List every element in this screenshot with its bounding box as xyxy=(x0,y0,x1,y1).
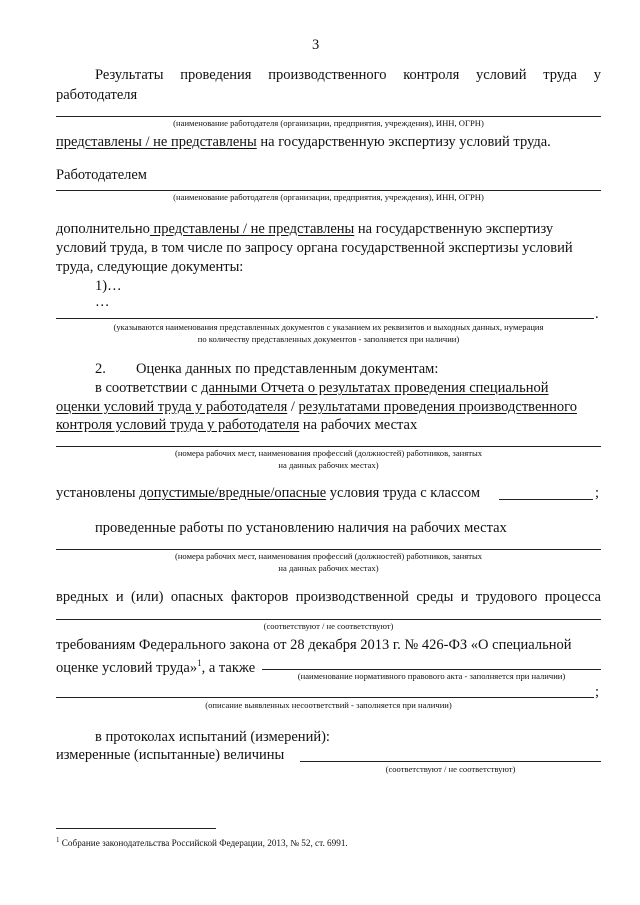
footnote xyxy=(56,835,348,849)
employer-fill-line-1 xyxy=(56,116,601,117)
nonconformity-caption: (описание выявленных несоответствий - заполняется при наличии) xyxy=(205,700,452,710)
documents-fill-line xyxy=(56,318,594,319)
p2-line-3: труда, следующие документы: xyxy=(56,259,244,275)
employer-caption-1: (наименование работодателя (организации, предприятия, учреждения), ИНН, ОГРН) xyxy=(173,118,484,128)
p1-line-2: работодателя xyxy=(56,87,138,103)
s2-line-3: контроля условий труда у работодателя на рабочих местах xyxy=(56,417,418,433)
footnote-text: Собрание законодательства Российской Федерации, 2013, № 52, ст. 6991. xyxy=(59,838,348,849)
workplaces-fill-line-1 xyxy=(56,446,601,447)
normative-act-fill-line xyxy=(262,669,601,670)
documents-caption-l1: (указываются наименования представленных документов с указанием их реквизитов и выходных данных, нумерация xyxy=(113,322,544,332)
factors-line: вредных и (или) опасных факторов производственной среды и трудового процесса xyxy=(56,589,601,605)
protocols-line: в протоколах испытаний (измерений): xyxy=(95,729,330,745)
documents-end-dot: . xyxy=(595,306,599,322)
s2-line-1: в соответствии с данными Отчета о результатах проведения специальной xyxy=(95,380,549,396)
established-line: установлены допустимые/вредные/опасные условия труда с классом xyxy=(56,485,481,501)
s2-line-2: оценки условий труда у работодателя / результатами проведения производственного xyxy=(56,399,577,415)
employer-fill-line-2 xyxy=(56,190,601,191)
workplaces-caption-1-l2: на данных рабочих местах) xyxy=(278,460,379,470)
p1-line-1: Результаты проведения производственного контроля условий труда у xyxy=(95,67,601,83)
footnote-separator xyxy=(56,828,216,829)
p1-conclusion: представлены / не представлены на государственную экспертизу условий труда. xyxy=(56,134,551,150)
footnote-marker: 1 xyxy=(56,836,60,844)
nonconformity-semicolon: ; xyxy=(595,684,600,700)
section-2-number: 2. xyxy=(95,361,106,377)
page-number: 3 xyxy=(312,37,320,53)
requirements-line-1: требованиям Федерального закона от 28 декабря 2013 г. № 426-ФЗ «О специальной xyxy=(56,637,572,653)
nonconformity-fill-line xyxy=(56,697,594,698)
compliance-caption: (соответствуют / не соответствуют) xyxy=(263,621,394,631)
workplaces-caption-2-l1: (номера рабочих мест, наименования профессий (должностей) работников, занятых xyxy=(174,551,483,561)
document-item-1: 1)… xyxy=(95,278,122,294)
p2-line-1: дополнительно представлены / не представлены на государственную экспертизу xyxy=(56,221,554,237)
measured-fill-line xyxy=(300,761,601,762)
normative-act-caption: (наименование нормативного правового акта - заполняется при наличии) xyxy=(297,671,566,681)
workplaces-caption-1-l1: (номера рабочих мест, наименования профессий (должностей) работников, занятых xyxy=(174,448,483,458)
class-fill-line xyxy=(499,499,593,500)
employer-caption-2: (наименование работодателя (организации, предприятия, учреждения), ИНН, ОГРН) xyxy=(173,192,484,202)
compliance-fill-line xyxy=(56,619,601,620)
workplaces-fill-line-2 xyxy=(56,549,601,550)
established-end: ; xyxy=(595,485,600,501)
p2-line-2: условий труда, в том числе по запросу органа государственной экспертизы условий xyxy=(56,240,573,256)
measured-line: измеренные (испытанные) величины xyxy=(56,747,285,763)
works-line: проведенные работы по установлению наличия на рабочих местах xyxy=(95,520,507,536)
section-2-heading: Оценка данных по представленным документам: xyxy=(136,361,439,377)
p2-heading: Работодателем xyxy=(56,167,147,183)
document-item-more: … xyxy=(95,294,110,310)
requirements-line-2: оценке условий труда»$^1$, а также xyxy=(56,658,256,676)
measured-caption: (соответствуют / не соответствуют) xyxy=(385,764,516,774)
workplaces-caption-2-l2: на данных рабочих местах) xyxy=(278,563,379,573)
documents-caption-l2: по количеству представленных документов - заполняется при наличии) xyxy=(197,334,460,344)
footnote-ref: 1 xyxy=(197,658,202,668)
